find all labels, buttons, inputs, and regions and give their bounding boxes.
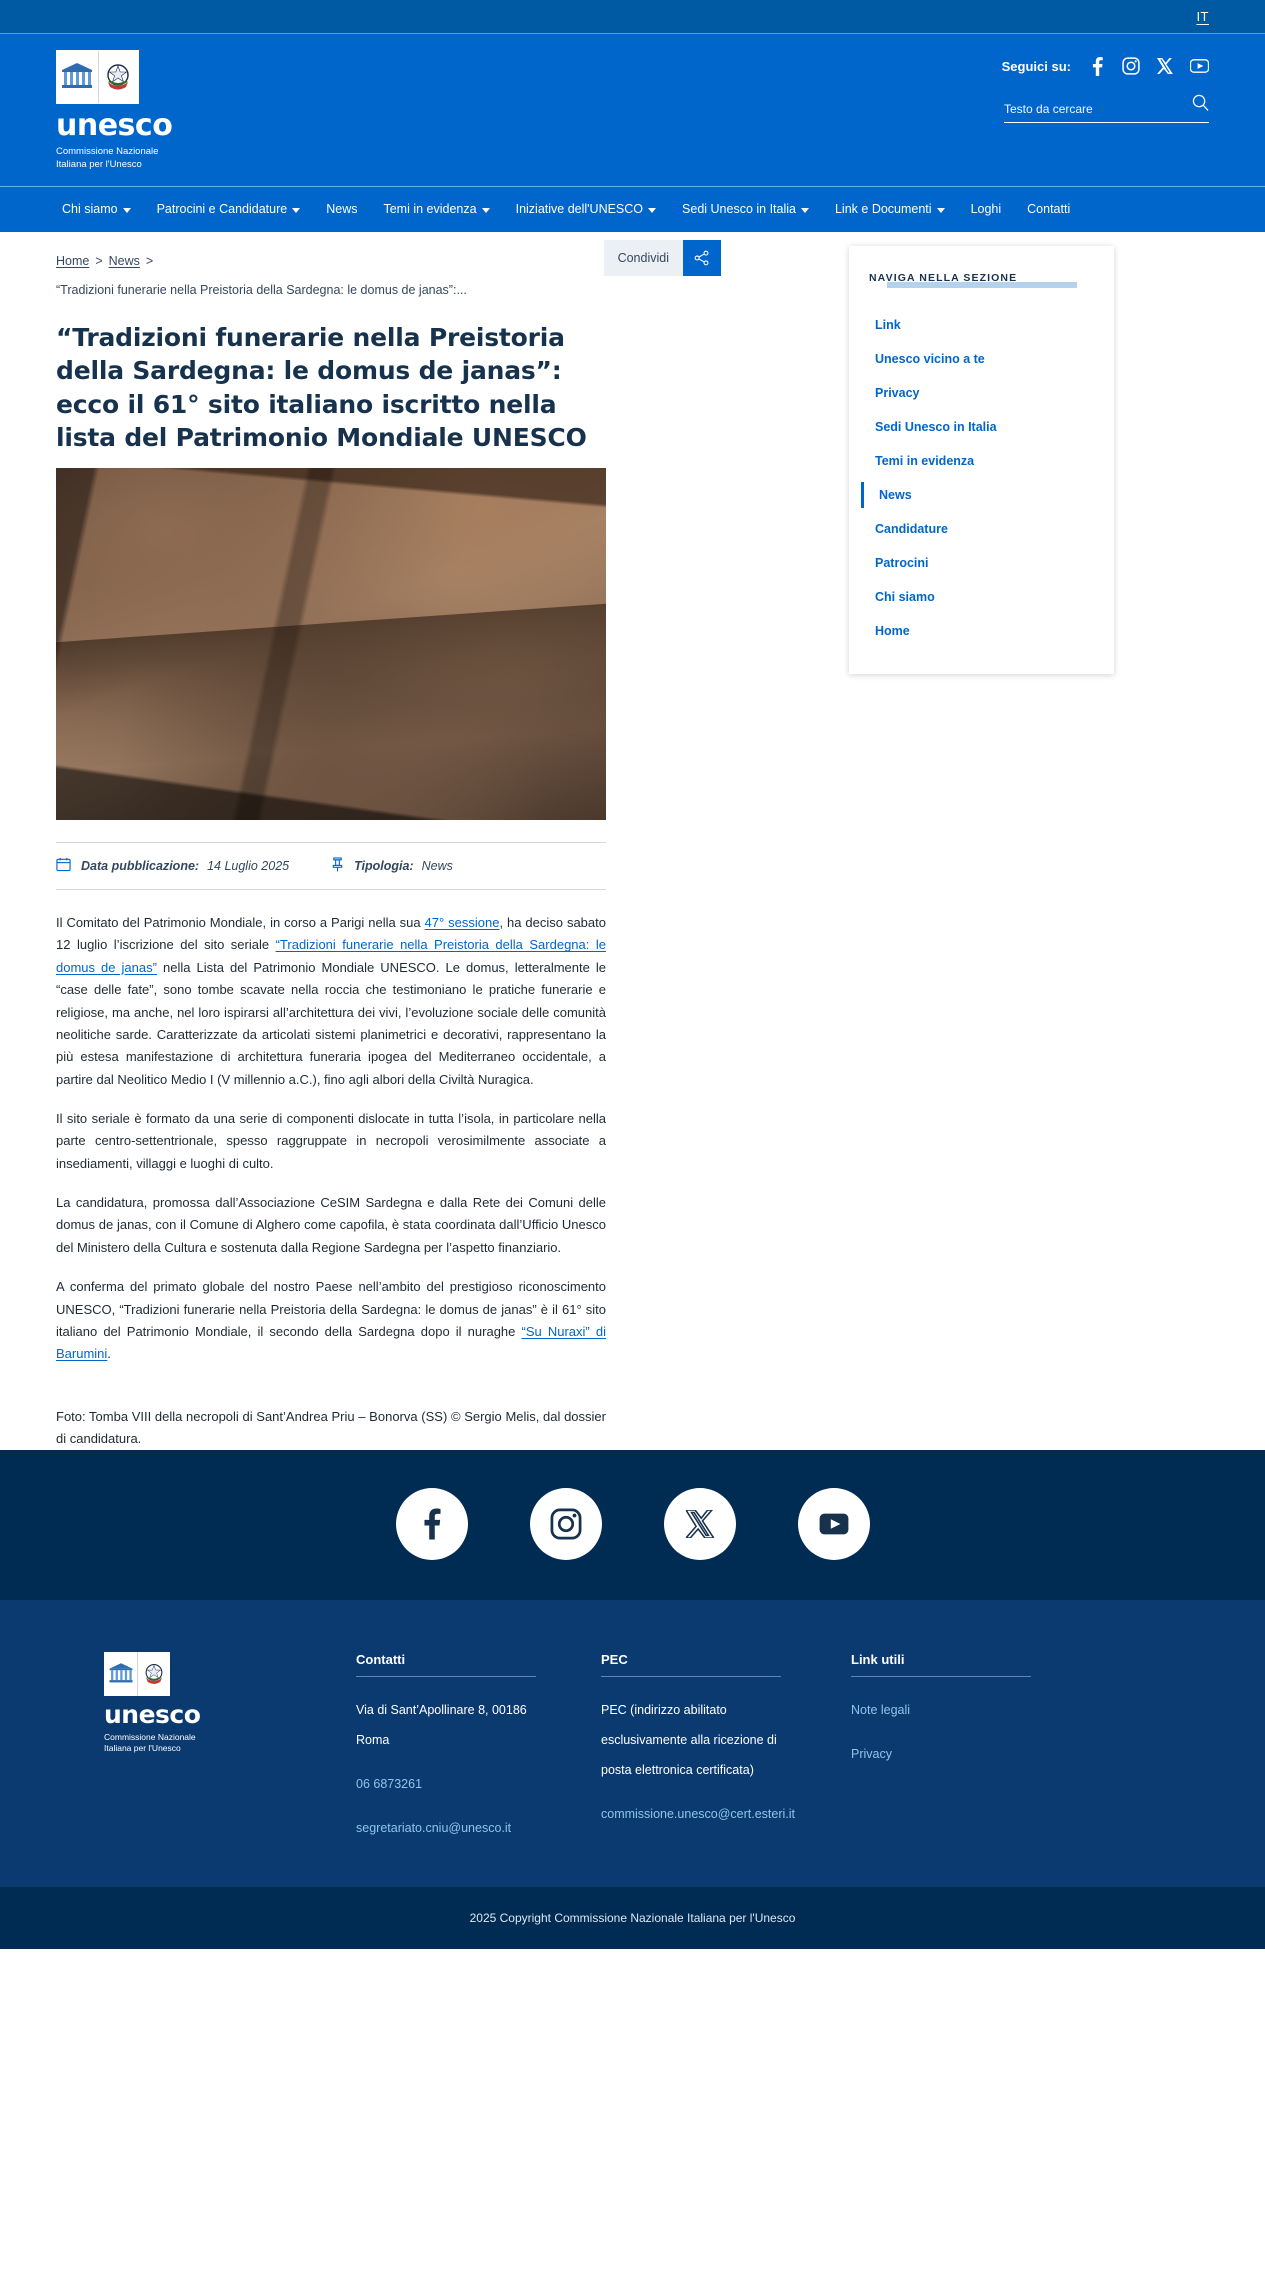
article-paragraph-3: La candidatura, promossa dall’Associazione CeSIM Sardegna e dalla Rete dei Comuni delle domus de janas, con il Comune di Alghero come capofila, è stata coordinata dall’Ufficio Unesco del Ministero della Cultura e sostenuta dalla Regione Sardegna per l’aspetto finanziario.	[56, 1195, 606, 1255]
sidebar-item-label: News	[879, 487, 912, 502]
publication-date-value: 14 Luglio 2025	[207, 859, 290, 874]
sidebar-item-home[interactable]	[849, 614, 1114, 648]
page-content	[0, 232, 1265, 1451]
nav-item-contatti[interactable]	[1014, 202, 1083, 216]
site-header	[0, 34, 1265, 186]
divider	[56, 889, 606, 890]
footer-pec-line3: posta elettronica certificata)	[601, 1763, 754, 1778]
italian-republic-emblem-icon	[104, 60, 132, 94]
sidebar-item-label: Sedi Unesco in Italia	[875, 419, 997, 434]
follow-us-label: Seguici su:	[1001, 58, 1071, 74]
chevron-down-icon	[648, 208, 656, 213]
footer-facebook-icon[interactable]	[396, 1488, 468, 1560]
follow-us-row	[1002, 56, 1209, 76]
sidebar-item-label: Temi in evidenza	[875, 453, 975, 468]
footer-x-icon[interactable]	[664, 1488, 736, 1560]
language-switcher[interactable]: IT	[1196, 9, 1209, 24]
nav-item-chi-siamo[interactable]	[56, 202, 144, 216]
link-su-nuraxi-barumini[interactable]: “Su Nuraxi” di Barumini	[56, 1323, 606, 1362]
article-hero-image	[56, 468, 606, 820]
footer-brand-subtitle-line2: Italiana per l'Unesco	[104, 1743, 181, 1754]
section-navigation-title-wrap	[849, 268, 1114, 286]
nav-label: News	[326, 202, 358, 217]
article-column	[56, 232, 821, 1451]
search-icon[interactable]	[1192, 94, 1209, 116]
sidebar-item-chi-siamo[interactable]	[849, 580, 1114, 614]
article-type-label: Tipologia:	[354, 859, 414, 874]
p4-text-a: A conferma del primato globale del nostro Paese nell’ambito del prestigioso riconoscimento UNESCO, “Tradizioni funerarie nella Preistoria della Sardegna: le domus de janas” è il 61° sito italiano del Patrimonio Mondiale, il secondo della Sardegna dopo il nuraghe	[56, 1279, 606, 1339]
footer-pec-line1: PEC (indirizzo abilitato	[601, 1703, 727, 1718]
nav-item-patrocini-e-candidature[interactable]	[144, 202, 314, 216]
footer-pec-email-link[interactable]: commissione.unesco@cert.esteri.it	[601, 1807, 796, 1822]
nav-label: Temi in evidenza	[383, 202, 477, 217]
footer-copyright-bar	[0, 1887, 1265, 1949]
article-type-value: News	[421, 859, 453, 874]
chevron-down-icon	[482, 208, 490, 213]
footer-column-pec	[601, 1652, 851, 1843]
search-bar[interactable]	[1004, 94, 1209, 123]
article-meta	[56, 857, 821, 875]
footer-address-line1: Via di Sant’Apollinare 8, 00186	[356, 1703, 527, 1718]
nav-label: Loghi	[970, 202, 1002, 217]
footer-pec-line2: esclusivamente alla ricezione di	[601, 1733, 777, 1748]
footer-phone-link[interactable]: 06 6873261	[356, 1777, 423, 1792]
footer-column-link-utili	[851, 1652, 1096, 1843]
search-input[interactable]	[1004, 102, 1174, 116]
publication-date-label: Data pubblicazione:	[81, 859, 200, 874]
footer-email-link[interactable]: segretariato.cniu@unesco.it	[356, 1821, 512, 1836]
brand-wordmark: unesco	[56, 108, 173, 143]
article-paragraph-4	[56, 1276, 606, 1365]
calendar-icon	[56, 857, 71, 875]
youtube-icon[interactable]	[1189, 56, 1209, 76]
nav-item-sedi-unesco-in-italia[interactable]	[669, 202, 822, 216]
footer-link-note-legali[interactable]: Note legali	[851, 1703, 911, 1718]
footer-pec-heading: PEC	[601, 1652, 781, 1677]
p1-text-a: Il Comitato del Patrimonio Mondiale, in corso a Parigi nella sua	[56, 915, 425, 931]
breadcrumb-home[interactable]: Home	[56, 253, 90, 268]
sidebar-item-label: Patrocini	[875, 555, 929, 570]
footer-link-privacy[interactable]: Privacy	[851, 1747, 892, 1762]
footer-brand-wordmark: unesco	[104, 1700, 201, 1730]
nav-label: Link e Documenti	[834, 202, 932, 217]
sidebar-item-news[interactable]	[849, 478, 1114, 512]
sidebar-item-candidature[interactable]	[849, 512, 1114, 546]
chevron-down-icon	[292, 208, 300, 213]
site-logo[interactable]	[56, 50, 172, 172]
header-right	[1002, 50, 1209, 123]
sidebar-item-label: Unesco vicino a te	[875, 351, 985, 366]
link-domus-de-janas[interactable]: “Tradizioni funerarie nella Preistoria della Sardegna: le domus de janas”	[56, 937, 606, 975]
footer-column-contatti	[356, 1652, 601, 1843]
share-label: Condividi	[604, 240, 683, 276]
temple-icon	[60, 62, 94, 92]
article-paragraph-1	[56, 912, 606, 1091]
sidebar-item-sedi-unesco-in-italia[interactable]	[849, 410, 1114, 444]
nav-label: Chi siamo	[62, 202, 118, 217]
facebook-icon[interactable]	[1087, 56, 1107, 76]
footer	[0, 1600, 1265, 1887]
sidebar-item-label: Candidature	[875, 521, 948, 536]
main-navigation	[0, 186, 1265, 232]
article-body	[56, 912, 606, 1450]
nav-label: Sedi Unesco in Italia	[682, 202, 796, 217]
footer-brand-subtitle-line1: Commissione Nazionale	[104, 1731, 196, 1742]
footer-address-line2: Roma	[356, 1733, 390, 1748]
brand-subtitle-line2: Italiana per l'Unesco	[56, 158, 142, 170]
spacer	[601, 1785, 851, 1799]
nav-label: Patrocini e Candidature	[156, 202, 288, 217]
footer-brand	[56, 1652, 356, 1843]
sidebar-item-link[interactable]	[849, 308, 1114, 342]
article-photo-caption: Foto: Tomba VIII della necropoli di Sant’Andrea Priu – Bonorva (SS) © Sergio Melis, dal dossier di candidatura.	[56, 1408, 606, 1446]
nav-item-iniziative-dell-unesco[interactable]	[503, 202, 669, 216]
x-icon[interactable]	[1155, 56, 1175, 76]
sidebar-item-label: Privacy	[875, 385, 920, 400]
publication-date	[81, 859, 289, 873]
footer-contatti-heading: Contatti	[356, 1652, 536, 1677]
spacer	[851, 1725, 1096, 1739]
share-nodes-icon[interactable]	[683, 240, 721, 276]
brand-subtitle-line1: Commissione Nazionale	[56, 146, 159, 157]
breadcrumb-current: “Tradizioni funerarie nella Preistoria della Sardegna: le domus de janas”:...	[56, 283, 467, 298]
section-navigation-panel	[849, 246, 1114, 674]
unesco-emblem-icon	[56, 50, 139, 104]
footer-instagram-icon[interactable]	[530, 1488, 602, 1560]
chevron-down-icon	[123, 208, 131, 213]
nav-item-loghi[interactable]	[958, 202, 1015, 216]
article-paragraph-2: Il sito seriale è formato da una serie di componenti dislocate in tutta l’isola, in particolare nella parte centro-settentrionale, spesso raggruppate in necropoli verosimilmente associate a insediamenti, villaggi e luoghi di culto.	[56, 1111, 606, 1171]
footer-youtube-icon[interactable]	[798, 1488, 870, 1560]
p1-text-b: , ha deciso sabato 12 luglio l’iscrizione del sito seriale	[56, 915, 606, 953]
sidebar-item-privacy[interactable]	[849, 376, 1114, 410]
sidebar-item-label: Home	[875, 623, 910, 638]
footer-brand-subtitle	[104, 1732, 356, 1756]
nav-item-news[interactable]	[313, 202, 370, 216]
nav-label: Iniziative dell'UNESCO	[515, 202, 644, 217]
spacer	[356, 1755, 601, 1769]
chevron-down-icon	[937, 208, 945, 213]
breadcrumb	[56, 250, 576, 304]
footer-unesco-emblem-icon	[104, 1652, 170, 1696]
breadcrumb-news[interactable]: News	[108, 253, 140, 268]
top-bar	[0, 0, 1265, 34]
brand-subtitle	[56, 146, 172, 172]
copyright-text: 2025 Copyright Commissione Nazionale Italiana per l'Unesco	[469, 1911, 796, 1926]
divider	[56, 842, 606, 843]
instagram-icon[interactable]	[1121, 56, 1141, 76]
pin-icon	[331, 857, 344, 875]
spacer	[356, 1799, 601, 1813]
sidebar-item-label: Chi siamo	[875, 589, 935, 604]
article-type	[354, 859, 453, 873]
nav-item-temi-in-evidenza[interactable]	[370, 202, 502, 216]
nav-label: Contatti	[1027, 202, 1071, 217]
breadcrumb-separator: >	[95, 253, 103, 268]
p1-text-c: nella Lista del Patrimonio Mondiale UNESCO. Le domus, letteralmente le “case delle fate”, sono tombe scavate nella roccia che testimoniano le pratiche funerarie e religiose, ma anche, nel loro ispirarsi all’architettura dei vivi, l’evoluzione sociale delle comunità neolitiche sarde. Caratterizzate da articolati sistemi planimetrici e decorativi, rappresentano la più estesa manifestazione di architettura funeraria ipogea del Mediterraneo occidentale, a partire dal Neolitico Medio I (V millennio a.C.), fino agli albori della Civiltà Nuragica.	[56, 959, 606, 1087]
breadcrumb-separator: >	[145, 253, 154, 268]
sidebar-item-temi-in-evidenza[interactable]	[849, 444, 1114, 478]
sidebar-item-label: Link	[875, 317, 901, 332]
share-control[interactable]	[604, 240, 721, 276]
nav-item-link-e-documenti[interactable]	[822, 202, 958, 216]
sidebar-item-unesco-vicino-a-te[interactable]	[849, 342, 1114, 376]
footer-link-utili-heading: Link utili	[851, 1652, 1031, 1677]
section-navigation-list	[849, 308, 1114, 648]
section-navigation-title: NAVIGA NELLA SEZIONE	[849, 272, 1037, 284]
chevron-down-icon	[801, 208, 809, 213]
link-47-sessione[interactable]: 47° sessione	[424, 915, 500, 931]
page-title: “Tradizioni funerarie nella Preistoria della Sardegna: le domus de janas”: ecco il 61° sito italiano iscritto nella lista del Patrimonio Mondiale UNESCO	[56, 323, 587, 452]
sidebar-item-patrocini[interactable]	[849, 546, 1114, 580]
footer-social-bar	[0, 1450, 1265, 1600]
p4-text-b: .	[107, 1346, 111, 1362]
